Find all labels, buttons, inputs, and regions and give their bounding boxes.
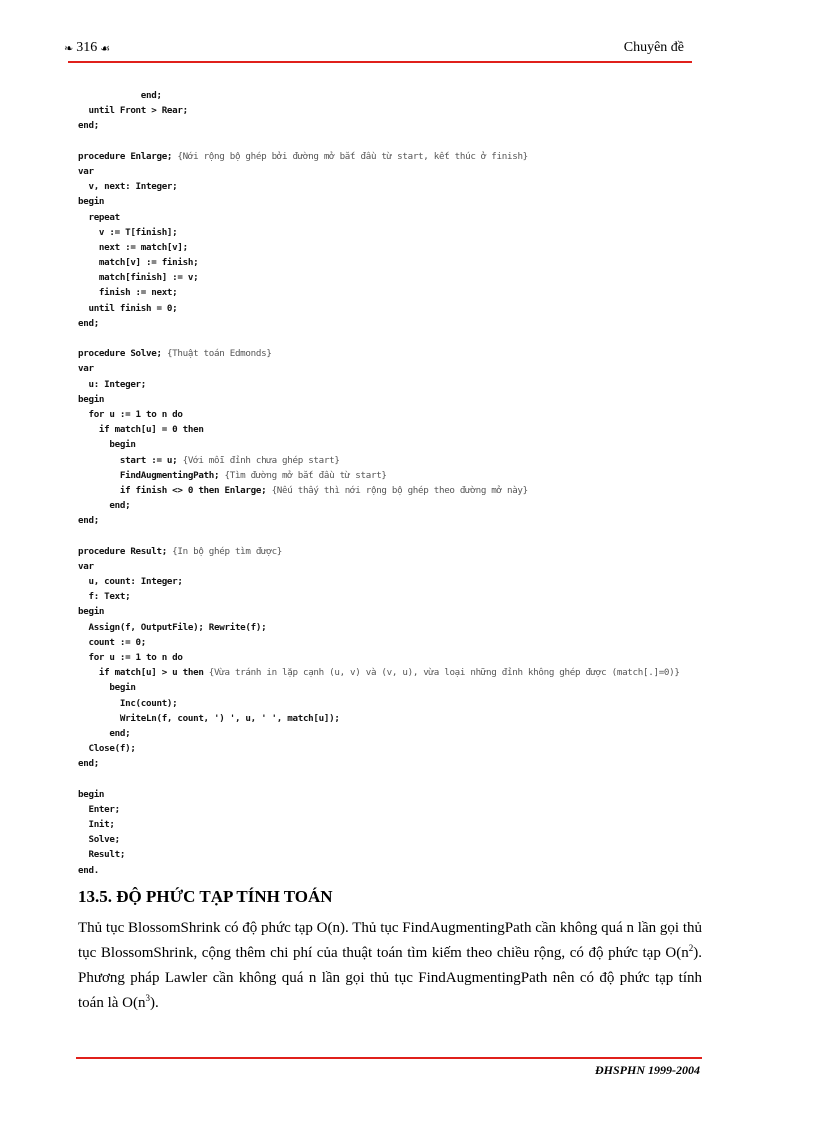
code-comment: {Tìm đường mở bắt đầu từ start} <box>224 469 387 481</box>
code-text: until Front > Rear; <box>78 105 188 117</box>
section-title: 13.5. ĐỘ PHỨC TẠP TÍNH TOÁN <box>78 887 333 906</box>
code-text: begin <box>78 788 105 800</box>
code-line <box>78 255 738 270</box>
page-number: 316 <box>76 40 98 55</box>
code-text: procedure Solve; <box>78 348 167 360</box>
section-paragraph <box>78 916 702 1016</box>
code-text: count := 0; <box>78 636 147 648</box>
code-line <box>78 210 738 225</box>
code-line <box>78 377 738 392</box>
code-line <box>78 483 738 498</box>
code-line <box>78 270 738 285</box>
code-text: v := T[finish]; <box>78 226 178 238</box>
code-line <box>78 574 738 589</box>
code-line <box>78 620 738 635</box>
code-line <box>78 103 738 118</box>
code-line <box>78 407 738 422</box>
code-line <box>78 240 738 255</box>
code-line <box>78 787 738 802</box>
code-text: if match[u] = 0 then <box>78 424 204 436</box>
code-text: Close(f); <box>78 743 136 755</box>
code-text: Result; <box>78 849 126 861</box>
code-line <box>78 711 738 726</box>
code-text: if match[u] > u then <box>78 667 209 679</box>
code-line <box>78 832 738 847</box>
code-text: WriteLn(f, count, ') ', u, ' ', match[u]); <box>78 712 340 724</box>
code-line <box>78 453 738 468</box>
footer-divider <box>76 1057 702 1059</box>
code-line <box>78 847 738 862</box>
code-text: f: Text; <box>78 591 131 603</box>
code-text: next := match[v]; <box>78 241 188 253</box>
code-line <box>78 179 738 194</box>
code-line <box>78 635 738 650</box>
code-line <box>78 194 738 209</box>
code-text: procedure Enlarge; <box>78 150 178 162</box>
code-text: begin <box>78 196 105 208</box>
code-line <box>78 559 738 574</box>
code-comment: {Vừa tránh in lặp cạnh (u, v) và (v, u), vừa loại những đỉnh không ghép được (match[.]=0)} <box>208 667 680 679</box>
right-ornament-icon: ☙ <box>100 41 111 55</box>
code-line <box>78 361 738 376</box>
code-line <box>78 498 738 513</box>
code-line <box>78 863 738 878</box>
code-line <box>78 392 738 407</box>
code-text: begin <box>78 606 105 618</box>
code-text: end; <box>78 500 131 512</box>
code-line <box>78 164 738 179</box>
code-line <box>78 771 738 786</box>
code-line <box>78 331 738 346</box>
code-comment: {Với mỗi đỉnh chưa ghép start} <box>182 454 340 466</box>
code-line <box>78 422 738 437</box>
code-text: var <box>78 560 94 572</box>
code-text: begin <box>78 682 136 694</box>
code-line <box>78 149 738 164</box>
code-line <box>78 134 738 149</box>
code-text: for u := 1 to n do <box>78 408 183 420</box>
code-line <box>78 756 738 771</box>
header-divider <box>68 61 692 63</box>
code-line <box>78 513 738 528</box>
code-line <box>78 604 738 619</box>
code-text: match[v] := finish; <box>78 257 199 269</box>
code-line <box>78 468 738 483</box>
code-line <box>78 346 738 361</box>
code-text: end; <box>78 90 162 101</box>
code-text: var <box>78 165 94 177</box>
code-line <box>78 650 738 665</box>
code-text: begin <box>78 393 105 405</box>
code-text: repeat <box>78 211 120 223</box>
code-comment: {Nới rộng bộ ghép bởi đường mở bắt đầu từ start, kết thúc ở finish} <box>177 150 528 162</box>
code-line <box>78 437 738 452</box>
code-text: end; <box>78 727 131 739</box>
code-comment: {In bộ ghép tìm được} <box>172 545 283 557</box>
code-listing <box>78 88 738 878</box>
code-line <box>78 589 738 604</box>
code-text: u: Integer; <box>78 378 147 390</box>
code-line <box>78 817 738 832</box>
code-line <box>78 741 738 756</box>
code-text: end; <box>78 515 99 527</box>
code-text: finish := next; <box>78 287 178 299</box>
superscript-2: 3 <box>145 993 150 1003</box>
para-text-2: ). Phương pháp Lawler cần không quá n lần gọi thủ tục FindAugmentingPath nên có độ phức tạp tính toán là O(n <box>78 945 702 1011</box>
para-text-3: ). <box>149 995 159 1011</box>
left-ornament-icon: ❧ <box>64 41 74 55</box>
footer-text: ĐHSPHN 1999-2004 <box>595 1063 700 1077</box>
code-text: procedure Result; <box>78 545 173 557</box>
code-line <box>78 118 738 133</box>
code-text: end. <box>78 864 99 876</box>
code-line <box>78 225 738 240</box>
code-text: FindAugmentingPath; <box>78 469 225 481</box>
code-line <box>78 726 738 741</box>
code-text: if finish <> 0 then Enlarge; <box>78 484 272 496</box>
code-line <box>78 88 738 103</box>
code-text: Inc(count); <box>78 697 178 709</box>
code-text: Init; <box>78 819 115 830</box>
code-text: end; <box>78 120 99 132</box>
code-text: var <box>78 363 94 375</box>
code-line <box>78 301 738 316</box>
code-text: for u := 1 to n do <box>78 651 183 663</box>
code-line <box>78 528 738 543</box>
code-text: u, count: Integer; <box>78 576 183 587</box>
code-text: Solve; <box>78 834 120 846</box>
code-text: begin <box>78 439 136 451</box>
code-line <box>78 802 738 817</box>
code-text: end; <box>78 758 99 770</box>
code-text: v, next: Integer; <box>78 181 178 193</box>
code-text: match[finish] := v; <box>78 272 199 284</box>
code-text: Enter; <box>78 803 120 815</box>
code-text: start := u; <box>78 454 183 466</box>
code-text: end; <box>78 317 99 329</box>
code-text: Assign(f, OutputFile); Rewrite(f); <box>78 621 267 633</box>
page-header-left <box>64 40 110 56</box>
code-line <box>78 665 738 680</box>
header-title: Chuyên đề <box>623 40 684 55</box>
code-comment: {Nếu thấy thì nới rộng bộ ghép theo đường mở này} <box>271 484 528 496</box>
para-text-1: Thủ tục BlossomShrink có độ phức tạp O(n). Thủ tục FindAugmentingPath cần không quá n lần gọi thủ tục BlossomShrink, cộng thêm chi phí của thuật toán tìm kiếm theo chiều rộng, có độ phức tạp O(n <box>78 920 702 961</box>
code-line <box>78 696 738 711</box>
code-line <box>78 316 738 331</box>
code-line <box>78 544 738 559</box>
code-line <box>78 680 738 695</box>
code-text: until finish = 0; <box>78 302 178 314</box>
code-line <box>78 285 738 300</box>
superscript-1: 2 <box>688 943 694 953</box>
code-comment: {Thuật toán Edmonds} <box>166 348 272 360</box>
